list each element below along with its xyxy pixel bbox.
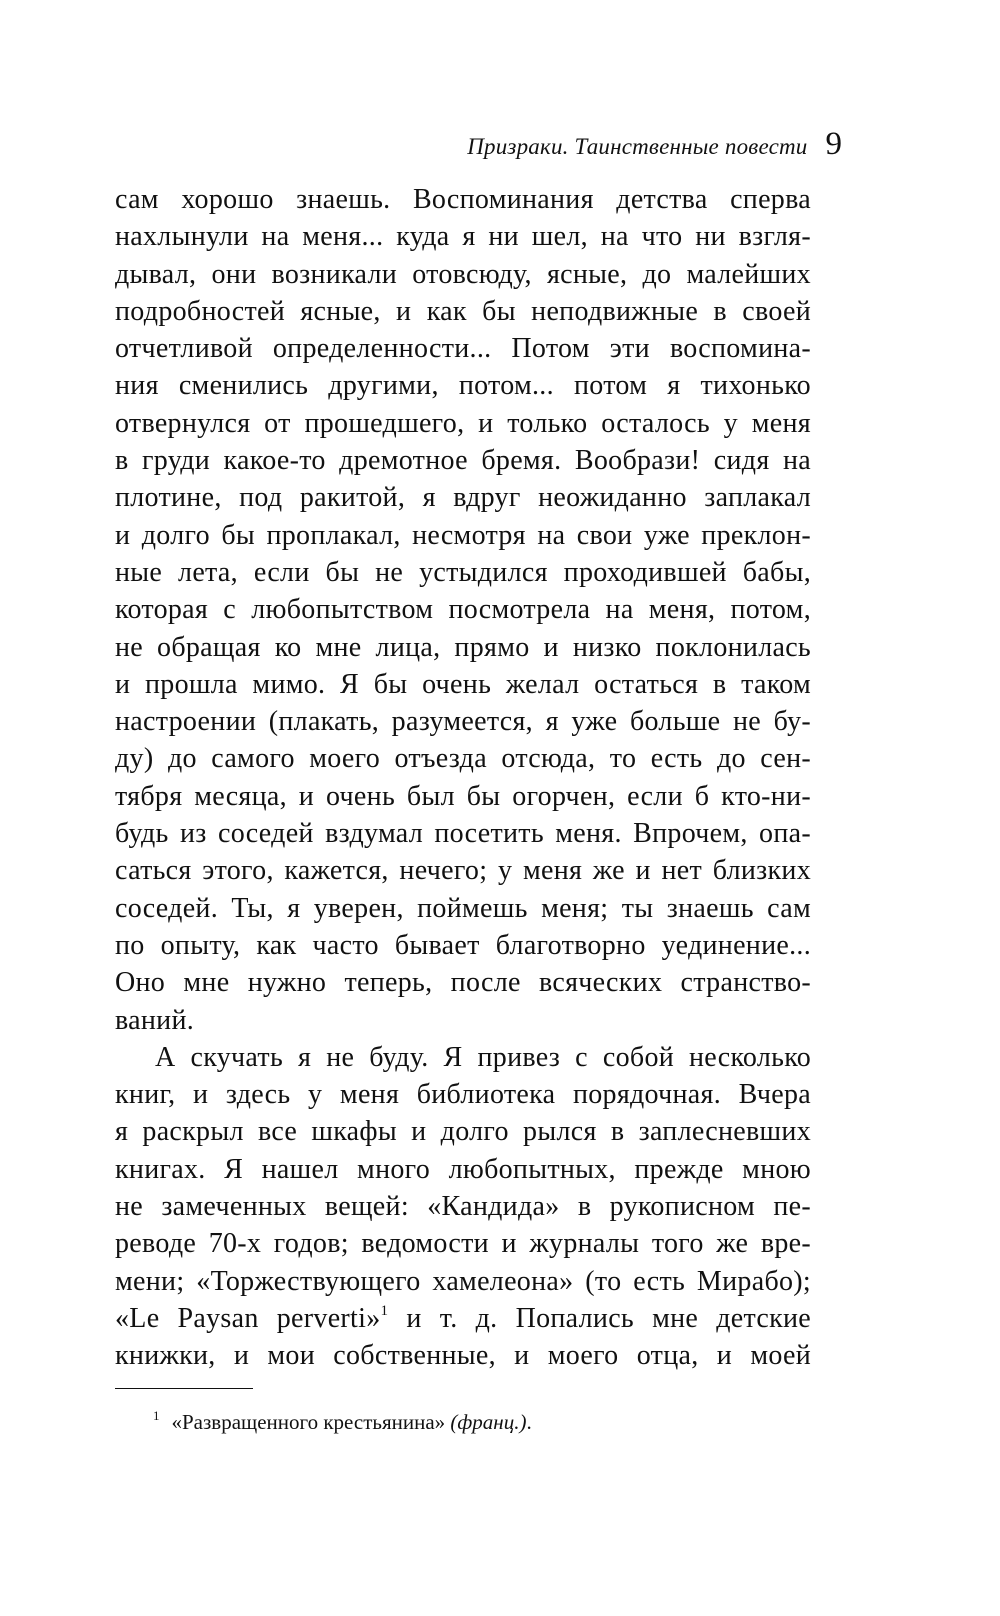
text-line: и прошла мимо. Я бы очень желал остаться в таком bbox=[115, 668, 811, 700]
text-line: ные лета, если бы не устыдился проходившей бабы, bbox=[115, 556, 811, 588]
footnote-mark: 1 bbox=[153, 1408, 160, 1423]
text-line: книгах. Я нашел много любопытных, прежде мною bbox=[115, 1153, 811, 1185]
footnote-language-note: (франц.) bbox=[450, 1410, 527, 1434]
text-line: настроении (плакать, разумеется, я уже больше не бу- bbox=[115, 706, 811, 738]
text-line: и долго бы проплакал, несмотря на свои уже преклон- bbox=[115, 519, 811, 551]
text-line: отвернулся от прошедшего, и только осталось у меня bbox=[115, 407, 811, 439]
text-line: подробностей ясные, и как бы неподвижные в своей bbox=[115, 295, 811, 327]
text-line: дывал, они возникали отовсюду, ясные, до малейших bbox=[115, 258, 811, 290]
text-line: ваний. bbox=[115, 1004, 195, 1036]
text-line: Оно мне нужно теперь, после всяческих странство- bbox=[115, 967, 811, 999]
text-line: мени; «Торжествующего хамелеона» (то есть Мирабо); bbox=[115, 1265, 811, 1297]
text-line: в груди какое-то дремотное бремя. Вообрази! сидя на bbox=[115, 445, 811, 477]
text-line: плотине, под ракитой, я вдруг неожиданно заплакал bbox=[115, 482, 811, 514]
text-line: будь из соседей вздумал посетить меня. Впрочем, опа- bbox=[115, 818, 811, 850]
text-line: реводе 70-х годов; ведомости и журналы того же вре- bbox=[115, 1228, 811, 1260]
page-number: 9 bbox=[825, 126, 842, 162]
text-line: нахлынули на меня... куда я ни шел, на что ни взгля- bbox=[115, 221, 811, 253]
running-head bbox=[467, 128, 842, 161]
footnote-divider bbox=[115, 1388, 253, 1389]
text-line: не обращая ко мне лица, прямо и низко поклонилась bbox=[115, 631, 811, 663]
text-line: отчетливой определенности... Потом эти воспомина- bbox=[115, 333, 811, 365]
text-segment: и т. д. bbox=[388, 1302, 516, 1334]
text-line: которая с любопытством посмотрела на меня, потом, bbox=[115, 594, 811, 626]
text-line: А скучать я не буду. Я привез с собой несколько bbox=[155, 1041, 811, 1073]
text-line: книжки, и мои собственные, и моего отца, и моей bbox=[115, 1340, 811, 1372]
text-segment: Попались мне детские bbox=[515, 1302, 812, 1334]
running-title: Призраки. Таинственные повести bbox=[467, 134, 808, 159]
footnote bbox=[153, 1402, 532, 1436]
text-line: по опыту, как часто бывает благотворно уединение... bbox=[115, 929, 811, 961]
text-line: книг, и здесь у меня библиотека порядочная. Вчера bbox=[115, 1079, 811, 1111]
text-line: саться этого, кажется, нечего; у меня же и нет близких bbox=[115, 855, 811, 887]
footnote-text: «Развращенного крестьянина» bbox=[171, 1410, 451, 1434]
text-line: ду) до самого моего отъезда отсюда, то есть до сен- bbox=[115, 743, 811, 775]
text-line bbox=[115, 1300, 811, 1337]
text-line: сам хорошо знаешь. Воспоминания детства сперва bbox=[115, 184, 811, 215]
text-segment: «Le Paysan perverti» bbox=[115, 1302, 381, 1334]
text-line: не замеченных вещей: «Кандида» в рукописном пе- bbox=[115, 1191, 811, 1223]
text-line: тября месяца, и очень был бы огорчен, если б кто-ни- bbox=[115, 780, 811, 812]
footnote-reference[interactable]: 1 bbox=[380, 1302, 389, 1319]
footnote-end: . bbox=[526, 1410, 532, 1434]
text-line: соседей. Ты, я уверен, поймешь меня; ты знаешь сам bbox=[115, 892, 811, 924]
text-line: ния сменились другими, потом... потом я тихонько bbox=[115, 370, 811, 402]
body-text bbox=[115, 181, 811, 1375]
text-line: я раскрыл все шкафы и долго рылся в заплесневших bbox=[115, 1116, 811, 1148]
